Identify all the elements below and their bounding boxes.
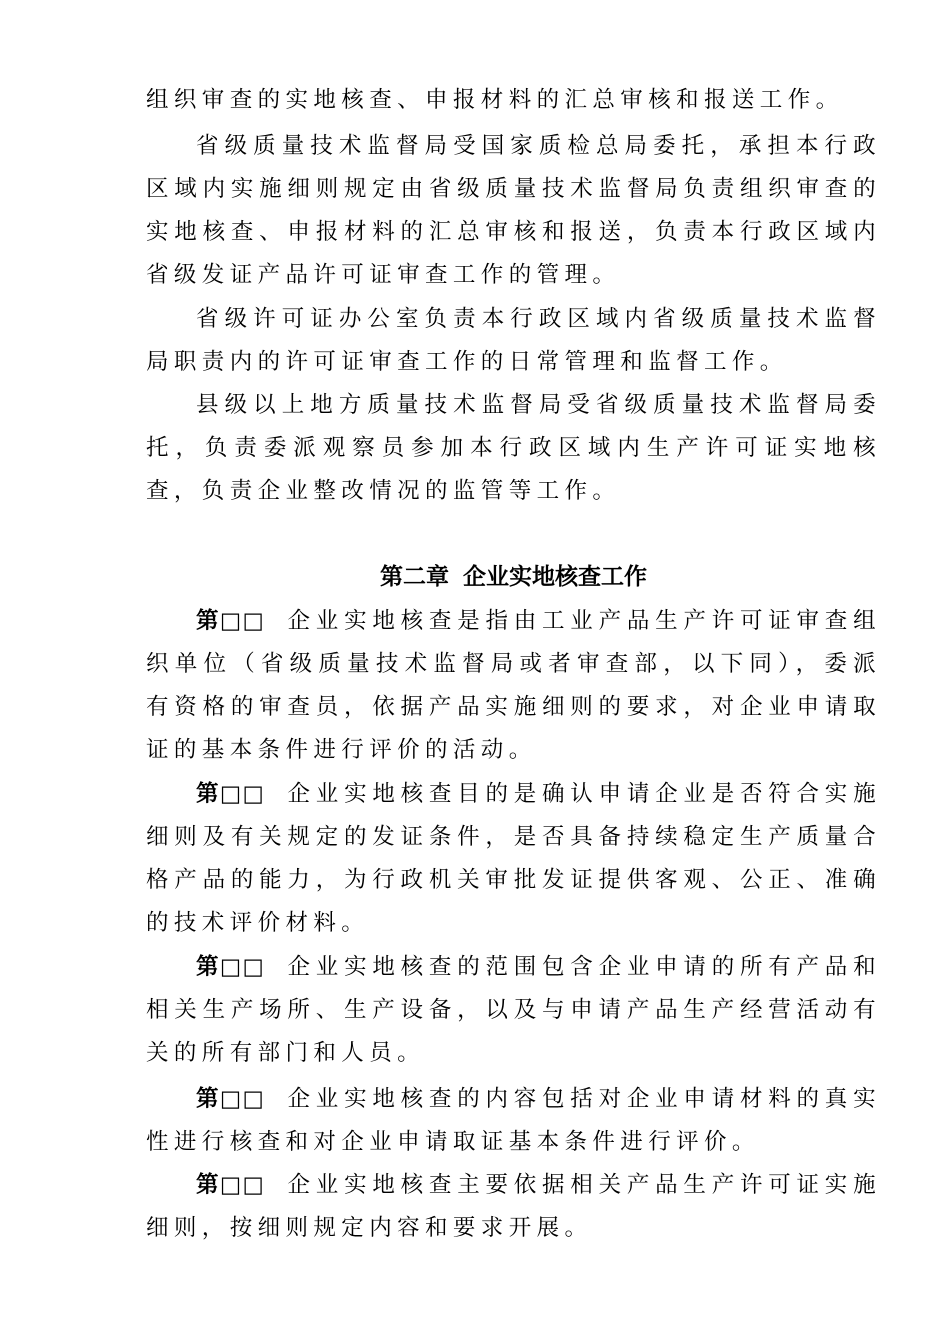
article-text: 企业实地核查是指由工业产品生产许可证审查组织单位（省级质量技术监督局或者审查部，以下同），委派有资格的审查员，依据产品实施细则的要求，对企业申请取证的基本条件进行评价的活动。 bbox=[146, 608, 881, 763]
chapter-number: 第二章 bbox=[380, 564, 449, 590]
article-label: 第□□ bbox=[196, 1086, 266, 1112]
article-label: 第□□ bbox=[196, 608, 266, 634]
paragraph-provincial-office: 省级许可证办公室负责本行政区域内省级质量技术监督局职责内的许可证审查工作的日常管理和监督工作。 bbox=[146, 306, 881, 375]
article-text: 企业实地核查目的是确认申请企业是否符合实施细则及有关规定的发证条件，是否具备持续稳定生产质量合格产品的能力，为行政机关审批发证提供客观、公正、准确的技术评价材料。 bbox=[146, 781, 881, 936]
article-paragraph bbox=[146, 773, 881, 945]
article-text: 企业实地核查的内容包括对企业申请材料的真实性进行核查和对企业申请取证基本条件进行评价。 bbox=[146, 1086, 881, 1155]
paragraph-provincial-bureau: 省级质量技术监督局受国家质检总局委托，承担本行政区域内实施细则规定由省级质量技术监督局负责组织审查的实地核查、申报材料的汇总审核和报送，负责本行政区域内省级发证产品许可证审查工作的管理。 bbox=[146, 133, 881, 288]
article-label: 第□□ bbox=[196, 954, 266, 980]
article-paragraph bbox=[146, 946, 881, 1075]
article-text: 企业实地核查的范围包含企业申请的所有产品和相关生产场所、生产设备，以及与申请产品生产经营活动有关的所有部门和人员。 bbox=[146, 954, 881, 1066]
paragraph-county-bureau: 县级以上地方质量技术监督局受省级质量技术监督局委托，负责委派观察员参加本行政区域内生产许可证实地核查，负责企业整改情况的监管等工作。 bbox=[146, 392, 881, 504]
article-text: 企业实地核查主要依据相关产品生产许可证实施细则，按细则规定内容和要求开展。 bbox=[146, 1172, 881, 1241]
article-label: 第□□ bbox=[196, 781, 266, 807]
article-label: 第□□ bbox=[196, 1172, 266, 1198]
article-paragraph bbox=[146, 1078, 881, 1164]
article-paragraph bbox=[146, 1164, 881, 1250]
article-paragraph bbox=[146, 600, 881, 772]
chapter-title: 企业实地核查工作 bbox=[463, 564, 647, 590]
paragraph-continuation: 组织审查的实地核查、申报材料的汇总审核和报送工作。 bbox=[146, 87, 844, 113]
chapter-heading bbox=[146, 560, 881, 594]
